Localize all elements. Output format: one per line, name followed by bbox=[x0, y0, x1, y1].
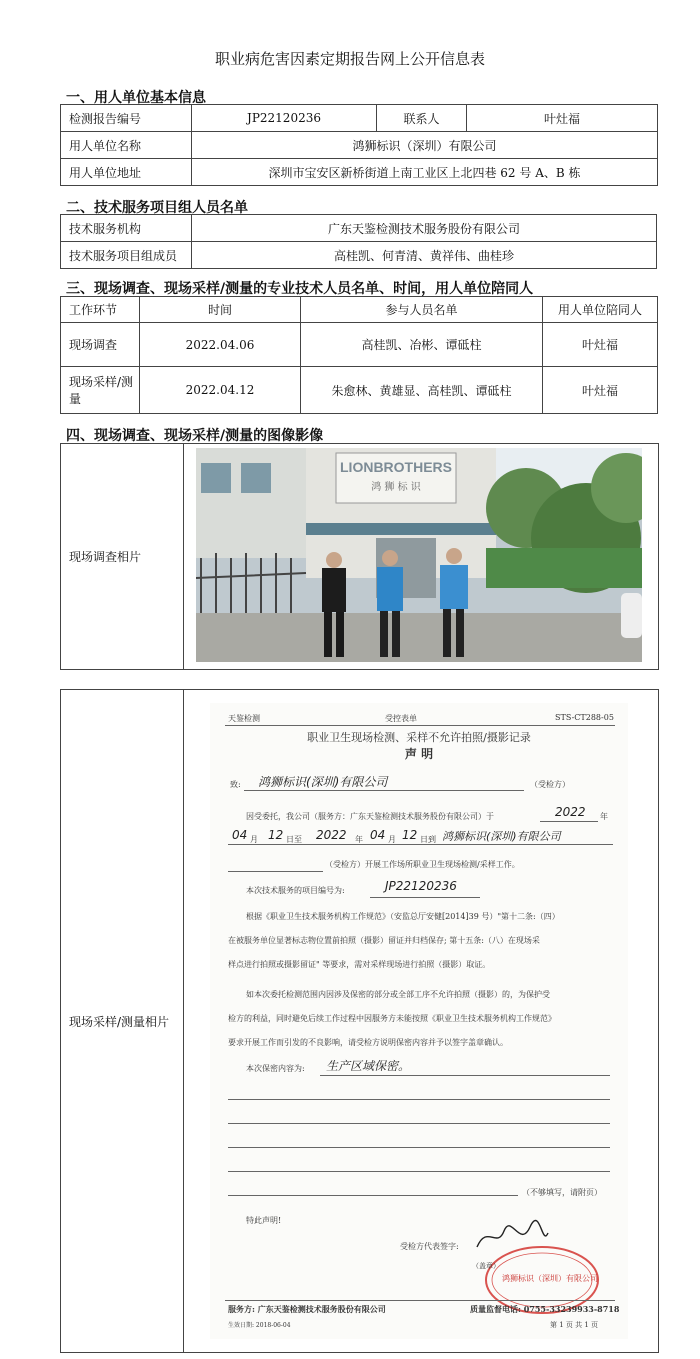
escort-cell: 叶灶福 bbox=[543, 323, 658, 367]
doc-footer-page: 第 1 页 共 1 页 bbox=[550, 1321, 599, 1329]
survey-photo-label: 现场调查相片 bbox=[61, 444, 184, 669]
contact-value: 叶灶福 bbox=[467, 105, 658, 132]
report-no-label: 检测报告编号 bbox=[61, 105, 192, 132]
team-members-label: 技术服务项目组成员 bbox=[61, 242, 192, 269]
doc-p1: 因受委托，我公司（服务方：广东天鉴检测技术服务股份有限公司）于 bbox=[246, 812, 494, 821]
scanned-declaration bbox=[210, 703, 628, 1339]
doc-ri-zhi: 日至 bbox=[286, 835, 302, 844]
stamp-label: （盖章） bbox=[472, 1262, 500, 1270]
doc-yue: 月 bbox=[250, 835, 258, 844]
doc-title: 职业卫生现场检测、采样不允许拍照/摄影记录 bbox=[307, 731, 531, 744]
doc-to-suffix: （受检方） bbox=[530, 780, 570, 789]
report-no-value: JP22120236 bbox=[192, 105, 377, 132]
section-2-heading: 二、技术服务项目组人员名单 bbox=[66, 200, 248, 216]
date-cell: 2022.04.12 bbox=[140, 367, 301, 414]
survey-staff-table bbox=[60, 296, 658, 414]
header-stage: 工作环节 bbox=[61, 297, 140, 323]
service-team-table bbox=[60, 214, 657, 269]
doc-yue-2: 月 bbox=[388, 835, 396, 844]
site-photo-image bbox=[196, 448, 642, 662]
stage-cell: 现场调查 bbox=[61, 323, 140, 367]
service-org-value: 广东天鉴检测技术服务股份有限公司 bbox=[192, 215, 657, 242]
unit-name-value: 鸿狮标识（深圳）有限公司 bbox=[192, 132, 658, 159]
people-cell: 朱愈林、黄雄显、高桂凯、谭砥柱 bbox=[301, 367, 543, 414]
table-row bbox=[61, 323, 658, 367]
doc-footer-phone: 质量监督电话: 0755-33239933-8718 bbox=[470, 1304, 620, 1314]
doc-day1: 12 bbox=[268, 828, 284, 842]
section-1-heading: 一、用人单位基本信息 bbox=[66, 90, 206, 106]
doc-p5: 本次保密内容为: bbox=[246, 1064, 305, 1073]
doc-end: 特此声明! bbox=[246, 1216, 282, 1225]
doc-header-mid: 受控表单 bbox=[385, 714, 417, 723]
doc-p1c: （受检方）开展工作场所职业卫生现场检测/采样工作。 bbox=[325, 860, 520, 869]
people-cell: 高桂凯、冶彬、谭砥柱 bbox=[301, 323, 543, 367]
doc-to-label: 致: bbox=[230, 780, 241, 789]
doc-year1: 2022 bbox=[555, 805, 586, 819]
section-3-heading: 三、现场调查、现场采样/测量的专业技术人员名单、时间，用人单位陪同人 bbox=[66, 281, 534, 297]
header-time: 时间 bbox=[140, 297, 301, 323]
unit-address-label: 用人单位地址 bbox=[61, 159, 192, 186]
doc-project-no: JP22120236 bbox=[385, 879, 457, 893]
stage-cell: 现场采样/测量 bbox=[61, 367, 140, 414]
doc-p4c: 要求开展工作而引发的不良影响，请受检方说明保密内容并予以签字盖章确认。 bbox=[228, 1038, 508, 1047]
survey-photo bbox=[196, 448, 642, 662]
doc-header-right: STS-CT288-05 bbox=[555, 713, 614, 722]
doc-to-handwriting: 鸿狮标识(深圳)有限公司 bbox=[258, 775, 388, 789]
doc-p3c: 样点进行拍照或摄影留证" 等要求，需对采样现场进行拍照（摄影）取证。 bbox=[228, 960, 491, 969]
sampling-photo-label: 现场采样/测量相片 bbox=[61, 690, 184, 1352]
contact-label: 联系人 bbox=[377, 105, 467, 132]
header-people: 参与人员名单 bbox=[301, 297, 543, 323]
doc-sign-label: 受检方代表签字: bbox=[400, 1242, 459, 1251]
table-row bbox=[61, 367, 658, 414]
escort-cell: 叶灶福 bbox=[543, 367, 658, 414]
doc-year2: 2022 bbox=[316, 828, 347, 842]
doc-unit-handwriting: 鸿狮标识(深圳)有限公司 bbox=[442, 830, 561, 843]
header-escort: 用人单位陪同人 bbox=[543, 297, 658, 323]
unit-address-value: 深圳市宝安区新桥街道上南工业区上北四巷 62 号 A、B 栋 bbox=[192, 159, 658, 186]
page-title: 职业病危害因素定期报告网上公开信息表 bbox=[214, 50, 485, 68]
doc-p3a: 根据《职业卫生技术服务机构工作规范》（安监总厅安健[2014]39 号）"第十二条:（四） bbox=[246, 912, 560, 921]
doc-header-left: 天鉴检测 bbox=[228, 714, 260, 723]
sign-text: LIONBROTHERS bbox=[340, 459, 452, 475]
doc-p2: 本次技术服务的项目编号为: bbox=[246, 886, 345, 895]
unit-info-table bbox=[60, 104, 658, 186]
doc-month1: 04 bbox=[232, 828, 248, 842]
doc-p4b: 检方的利益，同时避免后续工作过程中因服务方未能按照《职业卫生技术服务机构工作规范》 bbox=[228, 1014, 556, 1023]
doc-nian: 年 bbox=[600, 812, 608, 821]
doc-p4a: 如本次委托检测范围内因涉及保密的部分或全部工序不允许拍照（摄影）的，为保护受 bbox=[246, 990, 550, 999]
sign-cn-text: 鸿 狮 标 识 bbox=[371, 482, 421, 493]
team-members-value: 高桂凯、何青清、黄祥伟、曲桂珍 bbox=[192, 242, 657, 269]
doc-p3b: 在被服务单位显著标志物位置前拍照（摄影）留证并归档保存; 第十五条:（八）在现场采 bbox=[228, 936, 540, 945]
doc-footer-date: 生效日期: 2018-06-04 bbox=[228, 1322, 291, 1329]
service-org-label: 技术服务机构 bbox=[61, 215, 192, 242]
doc-ri-dao: 日到 bbox=[420, 835, 436, 844]
date-cell: 2022.04.06 bbox=[140, 323, 301, 367]
doc-nian-2: 年 bbox=[355, 835, 363, 844]
doc-month2: 04 bbox=[370, 828, 386, 842]
doc-footer-service: 服务方: 广东天鉴检测技术服务股份有限公司 bbox=[228, 1304, 386, 1314]
doc-day2: 12 bbox=[402, 828, 418, 842]
unit-name-label: 用人单位名称 bbox=[61, 132, 192, 159]
doc-more-note: （不够填写，请附页） bbox=[522, 1188, 602, 1197]
doc-subtitle: 声 明 bbox=[404, 747, 434, 761]
doc-secret-handwriting: 生产区域保密。 bbox=[326, 1059, 411, 1073]
section-4-heading: 四、现场调查、现场采样/测量的图像影像 bbox=[66, 428, 324, 444]
seal-text: 鸿狮标识（深圳）有限公司 bbox=[502, 1274, 598, 1283]
